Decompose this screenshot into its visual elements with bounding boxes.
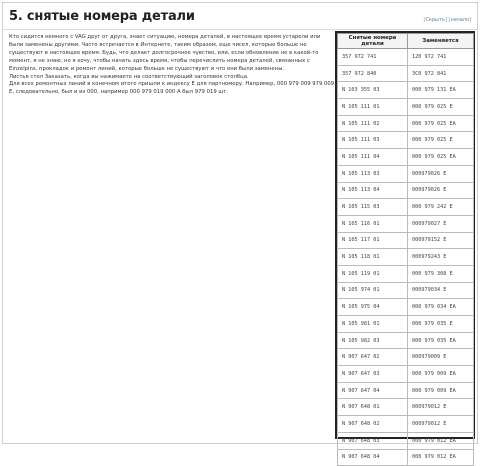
table-row [338,182,474,199]
cell-replacement-part-number: 000 979 131 EA [408,82,474,99]
cell-removed-part-number: N 907 648 02 [338,416,408,433]
cell-replacement-part-number: 000979034 E [408,282,474,299]
table-row [338,199,474,216]
description-paragraph: Листья стол Заказать, когда вы нажимаете на соответствующий заголовок столбца. [9,73,249,80]
cell-replacement-part-number: 3C0 972 841 [408,65,474,82]
cell-removed-part-number: N 103 355 03 [338,82,408,99]
cell-removed-part-number: N 105 113 04 [338,182,408,199]
table-row [338,399,474,416]
cell-replacement-part-number: 000979152 E [408,232,474,249]
part-numbers-table [337,33,474,466]
table-row [338,282,474,299]
cell-replacement-part-number: 000979026 E [408,165,474,182]
table-header-row [338,34,474,49]
cell-replacement-part-number: 000 979 009 EA [408,366,474,383]
table-row [338,249,474,266]
cell-replacement-part-number: 000979009 E [408,349,474,366]
table-row [338,65,474,82]
table-row [338,115,474,132]
table-row [338,265,474,282]
cell-removed-part-number: N 105 113 03 [338,165,408,182]
cell-replacement-part-number: 000 979 025 EA [408,149,474,166]
cell-removed-part-number: N 907 647 04 [338,382,408,399]
cell-removed-part-number: N 105 111 02 [338,115,408,132]
cell-removed-part-number: 357 972 741 [338,49,408,66]
cell-removed-part-number: N 907 648 04 [338,449,408,466]
section-header [3,3,477,30]
table-row [338,416,474,433]
cell-replacement-part-number: 000979243 E [408,249,474,266]
cell-replacement-part-number: 000 979 025 E [408,132,474,149]
cell-removed-part-number: N 105 111 03 [338,132,408,149]
table-row [338,299,474,316]
table-row [338,449,474,466]
cell-replacement-part-number: 000 979 012 EA [408,449,474,466]
cell-removed-part-number: N 105 115 03 [338,199,408,216]
table-body [338,49,474,466]
cell-replacement-part-number: 000 979 009 EA [408,382,474,399]
cell-removed-part-number: N 907 647 02 [338,349,408,366]
cell-removed-part-number: N 907 648 01 [338,399,408,416]
table-row [338,349,474,366]
table-row [338,215,474,232]
bracket-open: [ [423,17,426,23]
cell-replacement-part-number: 000 979 025 E [408,99,474,116]
hide-link[interactable]: Скрыть [425,17,445,23]
cell-replacement-part-number: 120 972 741 [408,49,474,66]
section-links [423,17,471,23]
table-row [338,332,474,349]
cell-removed-part-number: N 907 647 03 [338,366,408,383]
cell-replacement-part-number: 000 979 034 EA [408,299,474,316]
cell-replacement-part-number: 000979012 E [408,399,474,416]
table-row [338,99,474,116]
cell-replacement-part-number: 000 979 035 EA [408,332,474,349]
cell-removed-part-number: N 105 118 01 [338,249,408,266]
cell-replacement-part-number: 000 979 012 EA [408,432,474,449]
table-row [338,432,474,449]
top-link[interactable]: начало [450,17,470,23]
description-paragraph: Для всех ремонтных линий в конечном итоге пришли к индексу E для партномеру. Например, 000 979 009 979 009 E, следовательно, был и из 000, например 000 979 019 000 А был 979 019 шт. [9,81,335,96]
cell-removed-part-number: 357 972 840 [338,65,408,82]
cell-replacement-part-number: 000979012 E [408,416,474,433]
table-row [338,366,474,383]
table-row [338,149,474,166]
cell-removed-part-number: N 907 648 03 [338,432,408,449]
part-numbers-table-wrapper [335,31,475,461]
section-panel [2,2,478,461]
section-description [9,34,335,97]
cell-removed-part-number: N 105 974 01 [338,282,408,299]
cell-replacement-part-number: 000 979 308 E [408,265,474,282]
cell-removed-part-number: N 105 981 01 [338,316,408,333]
table-row [338,382,474,399]
bracket-separator: ] [ [444,17,451,23]
cell-removed-part-number: N 105 111 04 [338,149,408,166]
cell-removed-part-number: N 105 982 03 [338,332,408,349]
table-row [338,316,474,333]
section-title: 5. снятые номера детали [9,9,195,24]
cell-replacement-part-number: 000979026 E [408,182,474,199]
table-row [338,165,474,182]
table-row [338,82,474,99]
bracket-close: ] [469,17,471,23]
table-row [338,232,474,249]
column-header-replacement[interactable]: Заменяется [408,34,474,49]
table-row [338,132,474,149]
cell-replacement-part-number: 000 979 025 EA [408,115,474,132]
column-header-removed[interactable]: Снятые номера детали [338,34,408,49]
cell-removed-part-number: N 105 111 01 [338,99,408,116]
cell-replacement-part-number: 000979027 E [408,215,474,232]
cell-removed-part-number: N 105 975 04 [338,299,408,316]
cell-replacement-part-number: 000 979 035 E [408,316,474,333]
cell-replacement-part-number: 000 979 242 E [408,199,474,216]
cell-removed-part-number: N 105 117 01 [338,232,408,249]
cell-removed-part-number: N 105 119 01 [338,265,408,282]
table-row [338,49,474,66]
description-paragraph: Кто сидится немного с VAG друг от друга, знает ситуацию, номера деталей, в настоящее время устарели или были заменены другими. Часто встречается в Интернете, таким образом, еще чисел, которые больше не существуют в настоящее время. Будь, что делает долгосрочное чувство, или, если обновление не в какой-то момент, я не знаю, но я хочу, чтобы начать здесь время, чтобы перечислить номера деталей, связанных с Einzelpins, прокладок и ремонт линий, которые больше не существуют и что они были заменены. [9,34,321,72]
cell-removed-part-number: N 105 116 01 [338,215,408,232]
